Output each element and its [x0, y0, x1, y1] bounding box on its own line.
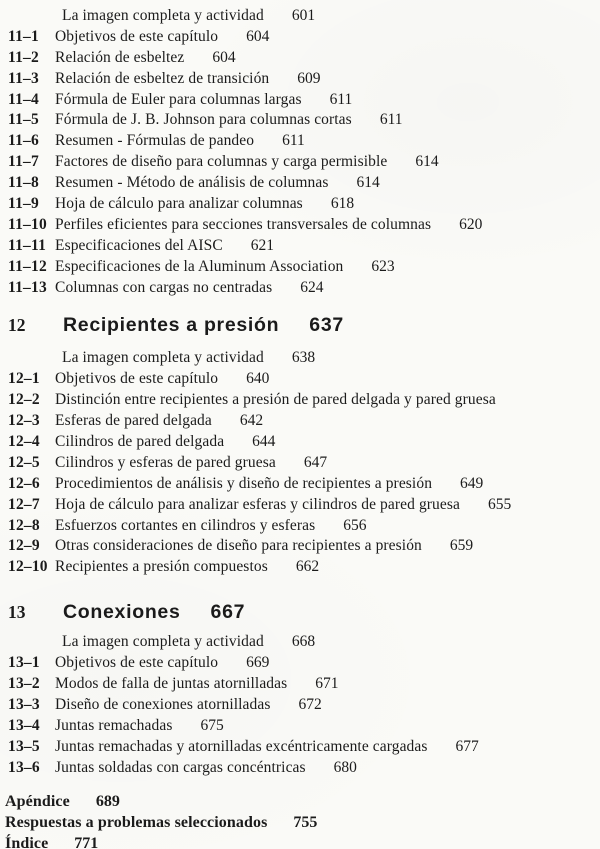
toc-entry: [8, 411, 600, 432]
entry-number: 11–13: [8, 278, 47, 296]
entry-page-number: 675: [200, 716, 224, 734]
entry-title: Esferas de pared delgada: [55, 412, 212, 430]
entry-number: 12–5: [8, 453, 40, 471]
entry-number: 11–11: [8, 236, 47, 254]
entry-page-number: 620: [459, 215, 483, 233]
entry-title: La imagen completa y actividad: [62, 349, 264, 367]
entry-title: Otras consideraciones de diseño para recipientes a presión: [55, 537, 422, 555]
toc-backmatter: [5, 791, 600, 849]
entry-page-number: 614: [415, 153, 439, 171]
entry-number: 12–9: [8, 537, 40, 555]
toc-entry: [8, 278, 600, 299]
entry-title: Perfiles eficientes para secciones transversales de columnas: [55, 215, 432, 233]
entry-title: Juntas remachadas: [55, 716, 173, 734]
backmatter-entry: [5, 791, 600, 812]
entry-title: Fórmula de J. B. Johnson para columnas cortas: [55, 111, 352, 129]
entry-page-number: 669: [246, 654, 270, 672]
entry-title: La imagen completa y actividad: [62, 7, 264, 24]
toc-entry: [8, 90, 600, 111]
entry-page-number: 672: [298, 695, 322, 713]
entry-title: Esfuerzos cortantes en cilindros y esferas: [55, 516, 316, 534]
entry-number: 12–6: [8, 474, 40, 492]
entry-page-number: 609: [297, 69, 321, 87]
entry-page-number: 642: [239, 412, 264, 430]
entry-number: 13–6: [8, 758, 40, 776]
entry-page-number: 611: [282, 132, 305, 150]
toc-entry: [8, 27, 600, 48]
chapter-heading: [8, 599, 600, 625]
entry-page-number: 611: [329, 90, 353, 108]
entry-title: Fórmula de Euler para columnas largas: [55, 90, 302, 108]
entry-title: Modos de falla de juntas atornilladas: [55, 675, 288, 693]
backmatter-page-number: 771: [74, 834, 99, 849]
chapter-title: Recipientes a presión: [63, 314, 280, 337]
entry-title: Juntas soldadas con cargas concéntricas: [55, 758, 306, 776]
toc-entry: [8, 474, 600, 495]
entry-title: Especificaciones del AISC: [55, 236, 223, 254]
entry-page-number: 656: [343, 516, 367, 534]
toc-entry: [8, 110, 600, 131]
entry-page-number: 680: [333, 758, 357, 776]
entry-title: Diseño de conexiones atornilladas: [55, 695, 271, 713]
toc-entry: [8, 390, 600, 411]
chapter-title: Conexiones: [63, 601, 181, 624]
backmatter-entry: [5, 812, 600, 833]
entry-number: 12–2: [8, 391, 40, 409]
entry-number: 12–1: [8, 370, 40, 388]
entry-title: Objetivos de este capítulo: [55, 27, 219, 45]
chapter-heading: [8, 312, 600, 338]
entry-page-number: 668: [291, 633, 316, 651]
toc-entry: [8, 257, 600, 278]
entry-number: 12–4: [8, 433, 40, 451]
backmatter-title: Índice: [5, 834, 49, 849]
toc-entry: [8, 758, 600, 779]
backmatter-title: Apéndice: [5, 792, 70, 810]
entry-title: Columnas con cargas no centradas: [55, 278, 273, 296]
entry-page-number: 640: [246, 370, 270, 388]
entry-number: 13–3: [8, 695, 40, 713]
entry-number: 11–12: [8, 257, 47, 275]
entry-page-number: 659: [449, 537, 474, 555]
entry-number: 11–2: [8, 48, 39, 66]
entry-page-number: 618: [330, 195, 355, 213]
entry-number: 13–5: [8, 737, 40, 755]
entry-number: 11–9: [8, 195, 39, 213]
entry-number: 11–3: [8, 69, 39, 87]
entry-number: 13–2: [8, 675, 40, 693]
entry-page-number: 638: [291, 349, 316, 367]
toc-entry: [8, 69, 600, 90]
entry-page-number: 623: [371, 257, 395, 275]
toc-entry: [8, 215, 600, 236]
entry-title: Objetivos de este capítulo: [55, 370, 219, 388]
toc-entry: [8, 236, 600, 257]
entry-title: Distinción entre recipientes a presión de pared delgada y pared gruesa: [55, 391, 496, 409]
entry-title: Relación de esbeltez: [55, 48, 185, 66]
toc-entry: [8, 737, 600, 758]
entry-number: 12–8: [8, 516, 40, 534]
backmatter-page-number: 755: [293, 813, 318, 831]
toc-entry: [8, 194, 600, 215]
entry-page-number: 671: [315, 675, 339, 693]
toc-entry: [8, 131, 600, 152]
entry-number: 11–10: [8, 215, 47, 233]
chapter-number: 13: [8, 602, 26, 623]
entry-page-number: 647: [303, 453, 328, 471]
entry-page-number: 662: [295, 558, 320, 576]
chapter-section-11: [8, 6, 600, 298]
entry-number: 13–4: [8, 716, 40, 734]
entry-title: Resumen - Fórmulas de pandeo: [55, 132, 255, 150]
toc-entry: [8, 453, 600, 474]
toc-entry: [8, 516, 600, 537]
entry-title: Hoja de cálculo para analizar esferas y cilindros de pared gruesa: [55, 495, 460, 513]
entry-title: Relación de esbeltez de transición: [55, 69, 270, 87]
chapter-section-12: [8, 312, 600, 578]
entry-page-number: 601: [291, 7, 316, 24]
entry-number: 11–5: [8, 111, 39, 129]
toc-sections: [8, 6, 600, 779]
entry-title: Factores de diseño para columnas y carga permisible: [55, 153, 388, 171]
entry-number: 12–7: [8, 495, 40, 513]
entry-number: 12–10: [8, 558, 48, 576]
entry-page-number: 649: [460, 474, 484, 492]
entry-number: 13–1: [8, 654, 40, 672]
entry-number: 11–4: [8, 90, 39, 108]
chapter-section-13: [8, 599, 600, 778]
entry-page-number: 655: [488, 495, 512, 513]
entry-title: Cilindros de pared delgada: [55, 433, 225, 451]
entry-page-number: 644: [252, 433, 276, 451]
entry-page-number: 611: [379, 111, 403, 129]
entry-number: 11–7: [8, 153, 39, 171]
entry-page-number: 677: [455, 737, 479, 755]
toc-entry: [8, 348, 600, 369]
toc-entry: [8, 495, 600, 516]
backmatter-entry: [5, 833, 600, 849]
toc-entry: [8, 716, 600, 737]
backmatter-title: Respuestas a problemas seleccionados: [5, 813, 268, 831]
toc-entry: [8, 432, 600, 453]
entry-title: Cilindros y esferas de pared gruesa: [55, 453, 276, 471]
backmatter-page-number: 689: [95, 792, 120, 810]
entry-title: Especificaciones de la Aluminum Association: [55, 257, 344, 275]
entry-title: Recipientes a presión compuestos: [55, 558, 268, 576]
entry-page-number: 614: [356, 174, 380, 192]
toc-entry: [8, 653, 600, 674]
entry-number: 11–8: [8, 174, 39, 192]
toc-entry: [8, 173, 600, 194]
toc-entry: [8, 6, 600, 27]
toc-entry: [8, 632, 600, 653]
entry-title: Hoja de cálculo para analizar columnas: [55, 195, 303, 213]
chapter-number: 12: [8, 315, 26, 336]
toc-entry: [8, 557, 600, 578]
entry-number: 11–1: [8, 27, 39, 45]
toc-entry: [8, 48, 600, 69]
entry-page-number: 604: [246, 27, 270, 45]
entry-title: Objetivos de este capítulo: [55, 654, 219, 672]
toc-entry: [8, 674, 600, 695]
entry-title: Procedimientos de análisis y diseño de recipientes a presión: [55, 474, 433, 492]
chapter-page-number: 667: [210, 601, 246, 624]
entry-number: 12–3: [8, 412, 40, 430]
toc-entry: [8, 536, 600, 557]
entry-title: Juntas remachadas y atornilladas excéntricamente cargadas: [55, 737, 428, 755]
chapter-page-number: 637: [309, 314, 344, 337]
entry-title: Resumen - Método de análisis de columnas: [55, 174, 329, 192]
toc-entry: [8, 152, 600, 173]
toc-entry: [8, 369, 600, 390]
entry-number: 11–6: [8, 132, 39, 150]
entry-page-number: 621: [250, 236, 275, 254]
entry-page-number: 624: [300, 278, 324, 296]
toc-entry: [8, 695, 600, 716]
entry-page-number: 604: [212, 48, 236, 66]
entry-title: La imagen completa y actividad: [62, 633, 264, 651]
